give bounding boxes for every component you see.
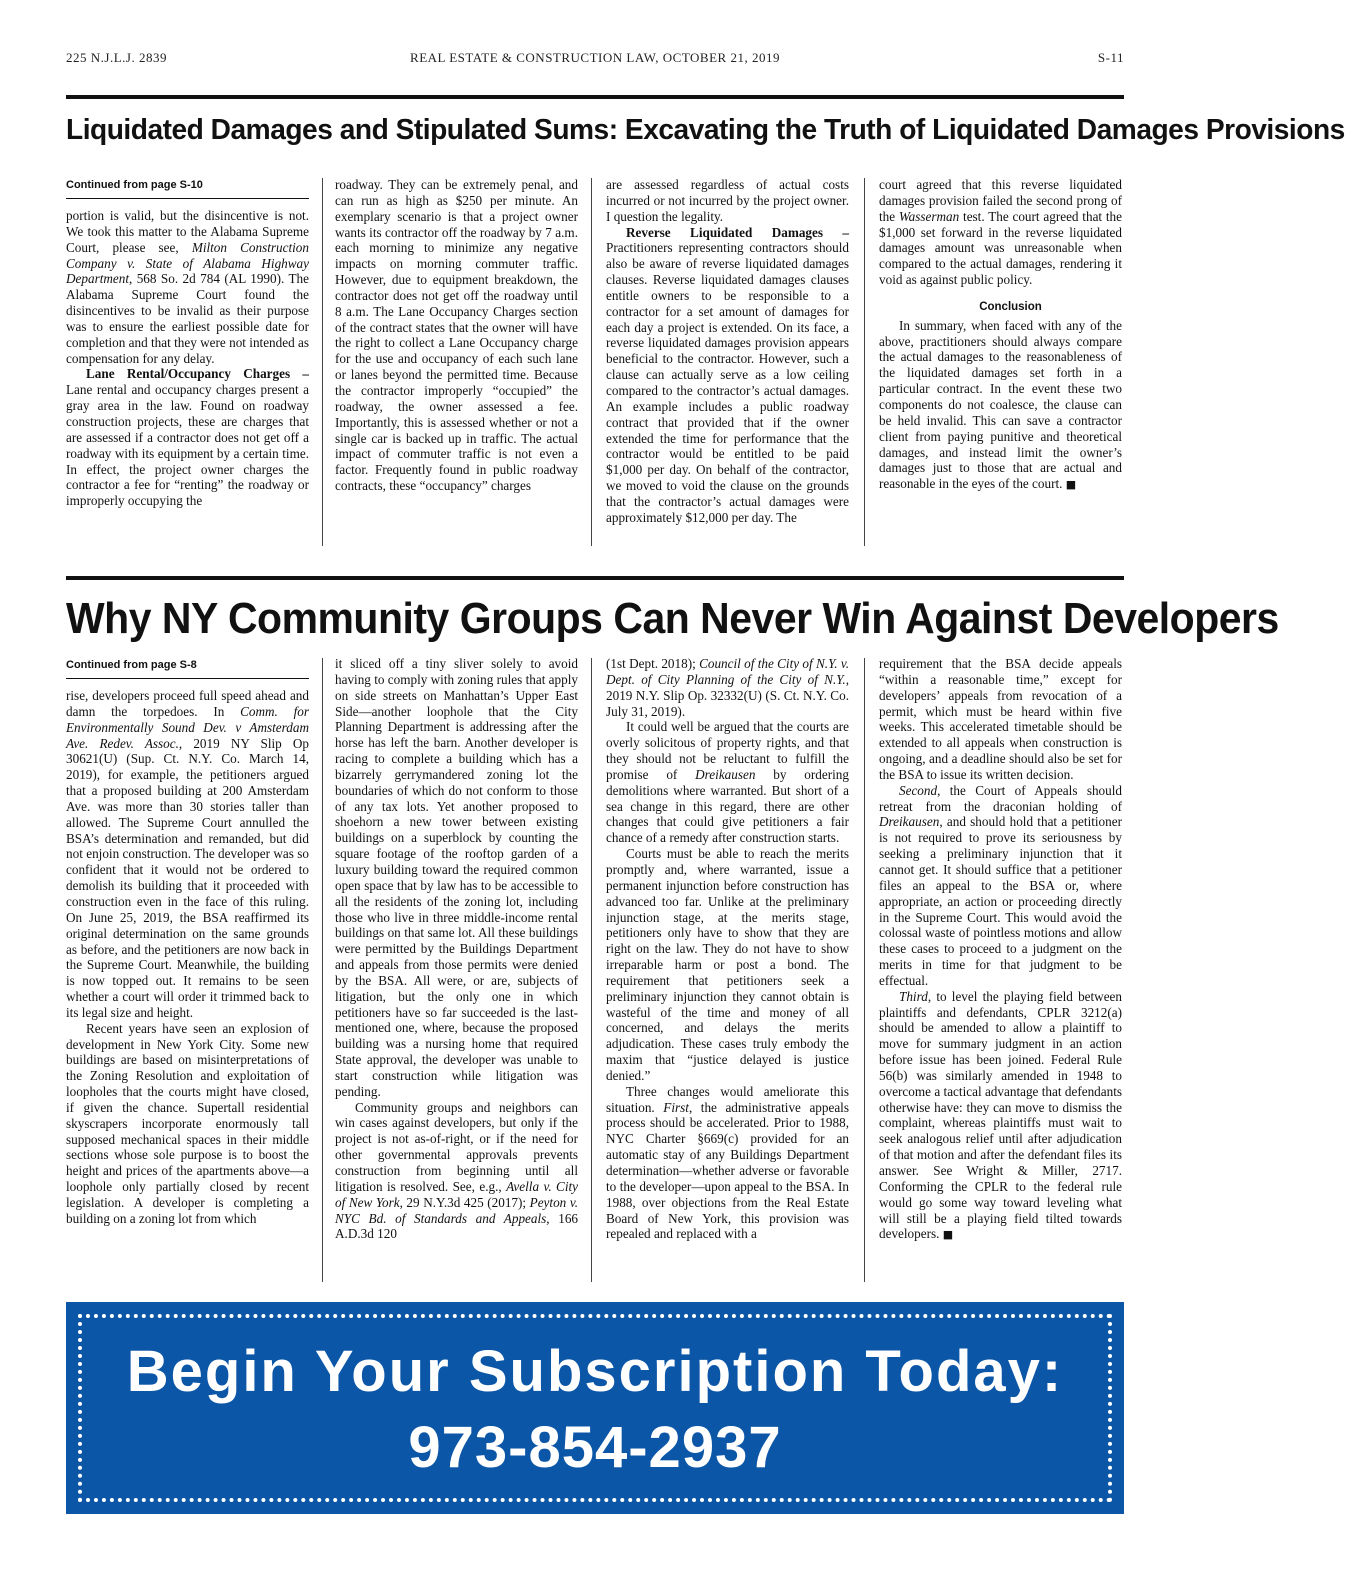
column-divider [864,658,865,1282]
article2-col3-paragraph: Courts must be able to reach the merits promptly and, where warranted, issue a permanent injunction before construction has advanced too far. Unlike at the preliminary injunction stage, at the merits stage, petitioners only have to show that they are right on the law. They do not have to show irreparable harm or post a bond. The requirement that petitioners seek a preliminary injunction they cannot obtain is wasteful of the time and money of all concerned, and delays the merits adjudication. These cases truly embody the maxim that “justice delayed is justice denied.” [606,846,849,1083]
reverse-liquidated-damages-subhead: Reverse Liquidated Damages – [626,224,849,240]
column-divider [591,178,592,546]
article2-top-rule [66,576,1124,580]
article2-title: Why NY Community Groups Can Never Win Against Developers [66,594,1279,643]
subscription-ad [66,1302,1124,1514]
article2-column-2 [335,656,578,1282]
article1-column-3 [606,177,849,546]
publication-line: REAL ESTATE & CONSTRUCTION LAW, OCTOBER 21, 2019 [410,50,780,65]
column-divider [322,658,323,1282]
column-divider [322,178,323,546]
article2-column-4 [879,656,1122,1282]
article1-col4-paragraph: In summary, when faced with any of the above, practitioners should always compare the actual damages to the reasonableness of the liquidated damages set forth in a particular contract. In the event these two components do not coalesce, the clause can be held invalid. This can save a contractor client from paying punitive and theoretical damages, and instead limit the owner’s damages just to those that are actual and reasonable in the eyes of the court. ■ [879,317,1122,492]
article1-continued-rule [66,198,309,199]
end-mark-icon: ■ [1065,478,1077,492]
article1-column-2 [335,177,578,546]
running-head [66,50,1124,70]
column-divider [591,658,592,1282]
article1-column-4 [879,177,1122,546]
article1-col1-paragraph: Lane Rental/Occupancy Charges – Lane rental and occupancy charges present a gray area in the law. Found on roadway construction projects, these are charges that are assessed if a contractor does not get off a roadway with its equipment by a certain time. In effect, the project owner charges the contractor a fee for “renting” the roadway or improperly occupying the [66,366,309,509]
article1-column-1 [66,208,309,546]
article2-col4-paragraph: requirement that the BSA decide appeals “within a reasonable time,” except for developers’ appeals from revocation of a permit, which must be heard within five weeks. This accelerated timetable should be extended to all appeals when construction is ongoing, and a deadline should also be set for the BSA to issue its written decision. [879,656,1122,782]
lane-rental-subhead: Lane Rental/Occupancy Charges – [86,366,309,382]
article2-continued-rule [66,678,309,679]
ad-headline: Begin Your Subscription Today: [126,1339,1064,1404]
article2-column-1 [66,688,309,1282]
journal-citation: 225 N.J.L.J. 2839 [66,50,167,65]
conclusion-subhead: Conclusion [979,300,1042,313]
article2-col3-paragraph: (1st Dept. 2018); Council of the City of N.Y. v. Dept. of City Planning of the City of N.Y., 2019 N.Y. Slip Op. 32332(U) (S. Ct. N.Y. Co. July 31, 2019). [606,656,849,719]
article2-col4-paragraph: Second, the Court of Appeals should retreat from the draconian holding of Dreikausen, and should hold that a petitioner is not required to prove its seriousness by seeking a preliminary injunction that it cannot get. It should suffice that a petitioner files an appeal to the BSA or, where appropriate, an action or proceeding directly in the Supreme Court. This would avoid the colossal waste of pointless motions and allow these cases to proceed to a judgment on the merits in time for that judgment to be effectual. [879,782,1122,988]
article1-col4-paragraph: court agreed that this reverse liquidated damages provision failed the second prong of the Wasserman test. The court agreed that the $1,000 set forward in the reverse liquidated damages amount was unreasonable when compared to the actual damages, rendering it void as against public policy. [879,177,1122,288]
article1-col1-paragraph: portion is valid, but the disincentive is not. We took this matter to the Alabama Supreme Court, please see, Milton Construction Company v. State of Alabama Highway Department, 568 So. 2d 784 (AL 1990). The Alabama Supreme Court found the disincentives to be invalid as their purpose was to ensure the earliest possible date for completion and that they were not intended as compensation for any delay. [66,208,309,366]
article1-col2-paragraph: roadway. They can be extremely penal, and can run as high as $250 per minute. An exemplary scenario is that a project owner wants its contractor off the roadway by 7 a.m. each morning to minimize any negative impacts on morning commuter traffic. However, due to equipment breakdown, the contractor does not get off the roadway until 8 a.m. The Lane Occupancy Charges section of the contract states that the owner will have the right to collect a Lane Occupancy charge for the use and occupancy of each such lane or lanes beyond the permitted time. Because the contractor improperly “occupied” the roadway, the owner assessed a fee. Importantly, this is assessed whether or not a single car is backed up in traffic. The actual impact of commuter traffic is not even a factor. Frequently found in public roadway contracts, these “occupancy” charges [335,177,578,494]
end-mark-icon: ■ [942,1228,954,1242]
column-divider [864,178,865,546]
article1-col3-paragraph: are assessed regardless of actual costs incurred or not incurred by the project owner. I question the legality. [606,177,849,224]
article1-continued-note: Continued from page S-10 [66,179,203,191]
article2-col4-paragraph: Third, to level the playing field between plaintiffs and defendants, CPLR 3212(a) should be amended to allow a plaintiff to move for summary judgment in an action before issue has been joined. Federal Rule 56(b) was similarly amended in 1948 to overcome a tactical advantage that defendants otherwise have: they can move to dismiss the complaint, whereas plaintiffs must wait to seek analogous relief until after adjudication of that motion and after the defendant files its answer. See Wright & Miller, 2717. Conforming the CPLR to the federal rule would go some way toward leveling what will still be a playing field tilted towards developers. ■ [879,988,1122,1242]
article1-col3-paragraph: Reverse Liquidated Damages – Practitioners representing contractors should also be aware of reverse liquidated damages clauses. Reverse liquidated damages clauses entitle owners to be responsible to a contractor for a set amount of damages for each day a project is extended. On its face, a reverse liquidated damages provision appears beneficial to the contractor. However, such a clause can actually serve as a low ceiling compared to the contractor’s actual damages. An example includes a public roadway contract that provided that if the owner extended the time for performance that the contractor would be entitled to be paid $1,000 per day. On behalf of the contractor, we moved to void the clause on the grounds that the contractor’s actual damages were approximately $12,000 per day. The [606,224,849,525]
article2-col2-paragraph: it sliced off a tiny sliver solely to avoid having to comply with zoning rules that apply on side streets on Manhattan’s Upper East Side—another loophole that the City Planning Department is addressing after the horse has left the barn. Another developer is racing to complete a building which has a bizarrely gerrymandered zoning lot the boundaries of which do not conform to those of any tax lots. Yet another proposed to shoehorn a new tower between existing buildings on a superblock by counting the square footage of the rooftop garden of a luxury building toward the required common open space that by law has to be accessible to all the residents of the zoning lot, including those who live in three middle-income rental buildings on that same lot. All these buildings were permitted by the Buildings Department and appeals from those permits were denied by the BSA. All were, or are, subjects of litigation, but the only one in which petitioners have so far succeeded is the last-mentioned one, where, because the proposed building was a nursing home that required State approval, the developer was unable to start construction while litigation was pending. [335,656,578,1099]
article2-column-3 [606,656,849,1282]
article2-continued-note: Continued from page S-8 [66,659,197,671]
article2-col1-paragraph: rise, developers proceed full speed ahead and damn the torpedoes. In Comm. for Environmentally Sound Dev. v Amsterdam Ave. Redev. Assoc., 2019 NY Slip Op 30621(U) (Sup. Ct. N.Y. Co. March 14, 2019), for example, the petitioners argued that a proposed building at 200 Amsterdam Ave. was more than 30 stories taller than allowed. The Supreme Court annulled the BSA’s determination and remanded, but did not enjoin construction. The developer was so confident that it would not be ordered to demolish its building that it proceeded with construction even in the face of this ruling. On June 25, 2019, the BSA reaffirmed its original determination on the same grounds as before, and the petitioners are now back in the Supreme Court. Meanwhile, the building is now topped out. It remains to be seen whether a court will order it trimmed back to its legal size and height. [66,688,309,1020]
ad-phone-number: 973-854-2937 [408,1415,782,1480]
page-number: S-11 [1097,50,1124,65]
article2-col3-paragraph: Three changes would ameliorate this situation. First, the administrative appeals process should be accelerated. Prior to 1988, NYC Charter §669(c) provided for an automatic stay of any Buildings Department determination—whether adverse or favorable to the developer—upon appeal to the BSA. In 1988, over objections from the Real Estate Board of New York, this provision was repealed and replaced with a [606,1083,849,1242]
article1-top-rule [66,95,1124,99]
article1-title: Liquidated Damages and Stipulated Sums: Excavating the Truth of Liquidated Damages Provisions [66,114,1345,146]
article2-col1-paragraph: Recent years have seen an explosion of development in New York City. Some new buildings are based on misinterpretations of the Zoning Resolution and exploitation of loopholes that the courts might have closed, if given the chance. Supertall residential skyscrapers incorporate enormously tall supposed mechanical spaces in their middle sections whose sole purpose is to boost the height and prices of the apartments above—a loophole only partially closed by recent legislation. A developer is completing a building on a zoning lot from which [66,1020,309,1226]
article2-col3-paragraph: It could well be argued that the courts are overly solicitous of property rights, and that they should not be reluctant to fulfill the promise of Dreikausen by ordering demolitions where warranted. But short of a sea change in this regard, there are other changes that could give petitioners a fair chance of a remedy after construction starts. [606,719,849,846]
article2-col2-paragraph: Community groups and neighbors can win cases against developers, but only if the project is not as-of-right, or if the need for other governmental approvals prevents construction from beginning until all litigation is resolved. See, e.g., Avella v. City of New York, 29 N.Y.3d 425 (2017); Peyton v. NYC Bd. of Standards and Appeals, 166 A.D.3d 120 [335,1099,579,1242]
